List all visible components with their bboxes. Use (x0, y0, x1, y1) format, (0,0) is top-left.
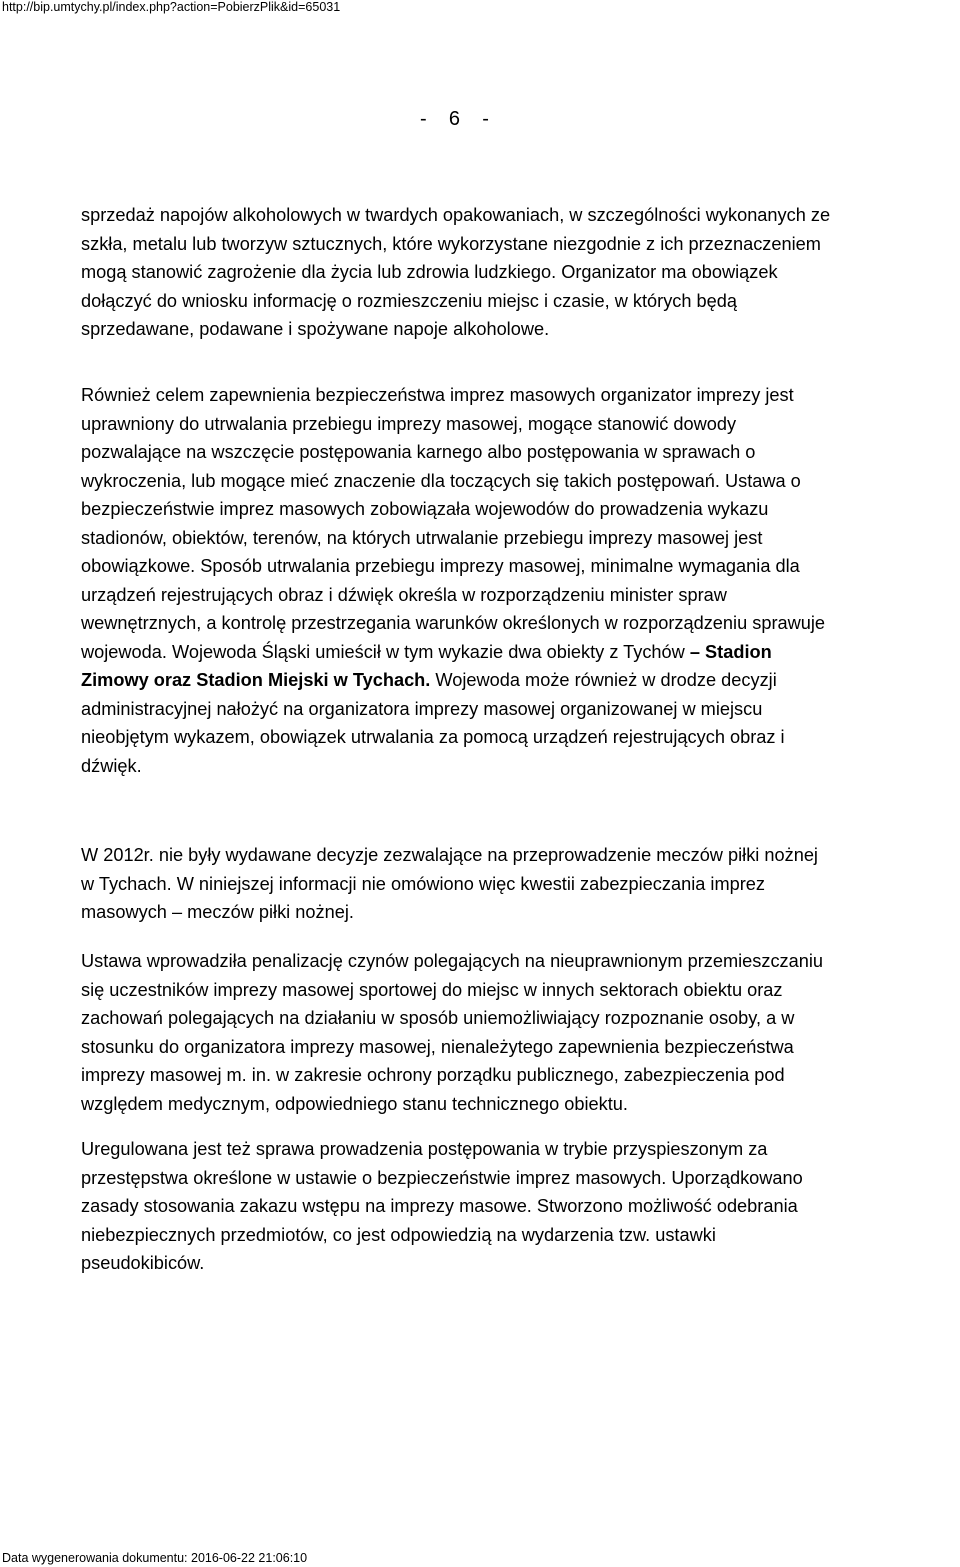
page-number: - 6 - (420, 108, 489, 130)
paragraph-penalization: Ustawa wprowadziła penalizację czynów polegających na nieuprawnionym przemieszczaniu się uczestników imprezy masowej sportowej do miejsc w innych sektorach obiektu oraz zachowań polegających na działaniu w sposób uniemożliwiający rozpoznanie osoby, a w stosunku do organizatora imprezy masowej, nienależytego zapewnienia bezpieczeństwa imprezy masowej m. in. w zakresie ochrony porządku publicznego, zabezpieczenia pod względem medycznym, odpowiedniego stanu technicznego obiektu. (81, 951, 824, 1114)
paragraph-event-recording-text-1: Również celem zapewnienia bezpieczeństwa imprez masowych organizator imprezy jest uprawniony do utrwalania przebiegu imprezy masowej, mogące stanowić dowody pozwalające na wszczęcie postępowania karnego albo postępowania w sprawach o wykroczenia, lub mogące mieć znaczenie dla toczących się takich postępowań. Ustawa o bezpieczeństwie imprez masowych zobowiązała wojewodów do prowadzenia wykazu stadionów, obiektów, terenów, na których utrwalanie przebiegu imprezy masowej jest obowiązkowe. Sposób utrwalania przebiegu imprezy masowej, minimalne wymagania dla urządzeń rejestrujących obraz i dźwięk określa w rozporządzeniu minister spraw wewnętrznych, a kontrolę przestrzegania warunków określonych w rozporządzeniu sprawuje wojewoda. Wojewoda Śląski umieścił w tym wykazie dwa obiekty z Tychów (81, 385, 826, 662)
paragraph-accelerated-proceedings: Uregulowana jest też sprawa prowadzenia postępowania w trybie przyspieszonym za przestępstwa określone w ustawie o bezpieczeństwie imprez masowych. Uporządkowano zasady stosowania zakazu wstępu na imprezy masowe. Stworzono możliwość odebrania niebezpiecznych przedmiotów, co jest odpowiedzią na wydarzenia tzw. ustawki pseudokibiców. (81, 1139, 803, 1273)
stadium-names-bold: – Stadion Zimowy oraz Stadion Miejski w Tychach. (81, 641, 772, 690)
paragraph-event-recording-text-2: Wojewoda może również w drodze decyzji administracyjnej nałożyć na organizatora imprezy masowej organizowanej w miejscu nieobjętym wykazem, obowiązek utrwalania za pomocą urządzeń rejestrujących obraz i dźwięk. (81, 670, 785, 776)
paragraph-alcohol-sales: sprzedaż napojów alkoholowych w twardych opakowaniach, w szczególności wykonanych ze szkła, metalu lub tworzyw sztucznych, które wykorzystane niezgodnie z ich przeznaczeniem mogą stanowić zagrożenie dla życia lub zdrowia ludzkiego. Organizator ma obowiązek dołączyć do wniosku informację o rozmieszczeniu miejsc i czasie, w których będą sprzedawane, podawane i spożywane napoje alkoholowe. (81, 205, 831, 339)
document-url: http://bip.umtychy.pl/index.php?action=PobierzPlik&id=65031 (2, 0, 341, 14)
paragraph-2012-decisions: W 2012r. nie były wydawane decyzje zezwalające na przeprowadzenie meczów piłki nożnej w Tychach. W niniejszej informacji nie omówiono więc kwestii zabezpieczania imprez masowych – meczów piłki nożnej. (81, 845, 818, 922)
generation-date-footer: Data wygenerowania dokumentu: 2016-06-22 21:06:10 (2, 1551, 308, 1565)
paragraph-event-recording (81, 381, 960, 780)
